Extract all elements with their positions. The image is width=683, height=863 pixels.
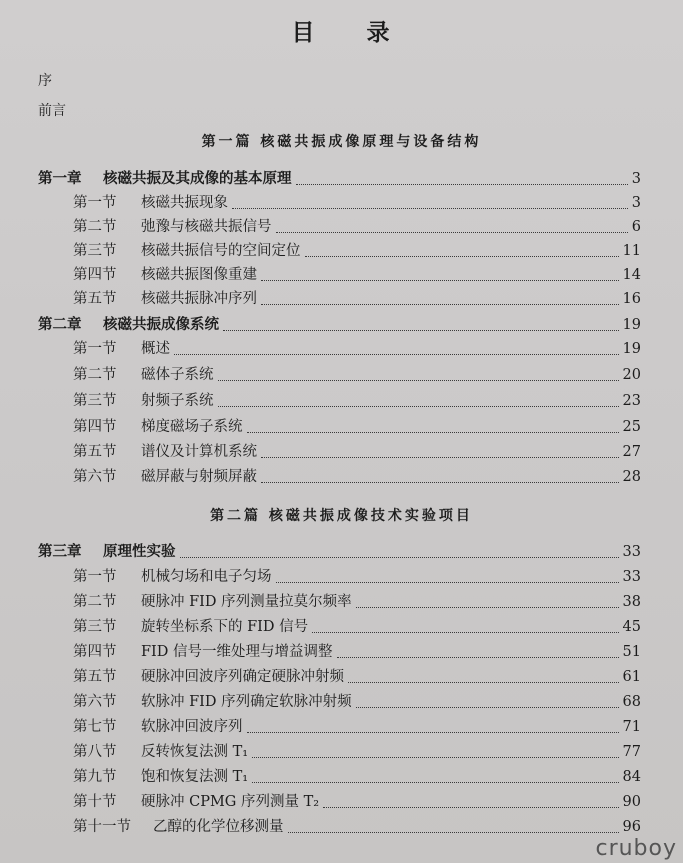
section-entry xyxy=(73,288,641,310)
chapter-label: 第三章 xyxy=(38,543,82,560)
section-title: 射频子系统 xyxy=(141,393,214,409)
preface-entry: 序 xyxy=(38,73,52,89)
dot-leader xyxy=(218,406,619,407)
page-number: 96 xyxy=(622,819,641,835)
chapter-label: 第一章 xyxy=(38,170,82,187)
section-title: 核磁共振现象 xyxy=(141,195,228,211)
page-number: 6 xyxy=(631,219,641,235)
section-label: 第八节 xyxy=(73,744,117,760)
dot-leader xyxy=(356,607,619,608)
section-entry xyxy=(73,240,641,262)
page-number: 14 xyxy=(622,267,641,283)
section-title: 软脉冲 FID 序列确定软脉冲射频 xyxy=(141,694,352,710)
section-title: 磁体子系统 xyxy=(141,367,214,383)
page-number: 27 xyxy=(622,444,641,460)
section-entry xyxy=(73,741,641,763)
dot-leader xyxy=(323,807,619,808)
section-entry xyxy=(73,766,641,788)
section-label: 第一节 xyxy=(73,569,117,585)
section-title: 梯度磁场子系统 xyxy=(141,419,243,435)
section-label: 第二节 xyxy=(73,594,117,610)
page-number: 19 xyxy=(622,317,641,333)
dot-leader xyxy=(337,657,619,658)
section-entry xyxy=(73,264,641,286)
dot-leader xyxy=(261,280,619,281)
dot-leader xyxy=(348,682,619,683)
chapter-entry xyxy=(38,541,641,563)
section-entry xyxy=(73,641,641,663)
section-entry xyxy=(73,591,641,613)
section-entry xyxy=(73,716,641,738)
page-number: 16 xyxy=(622,291,641,307)
section-entry xyxy=(73,364,641,386)
section-label: 第五节 xyxy=(73,291,117,307)
page-number: 11 xyxy=(622,243,641,259)
dot-leader xyxy=(276,232,628,233)
section-label: 第二节 xyxy=(73,367,117,383)
page-number: 68 xyxy=(622,694,641,710)
dot-leader xyxy=(261,304,619,305)
section-title: 核磁共振信号的空间定位 xyxy=(141,243,301,259)
section-title: 软脉冲回波序列 xyxy=(141,719,243,735)
page-number: 71 xyxy=(622,719,641,735)
section-label: 第五节 xyxy=(73,444,117,460)
page-number: 45 xyxy=(622,619,641,635)
chapter-entry xyxy=(38,314,641,336)
section-title: 硬脉冲回波序列确定硬脉冲射频 xyxy=(141,669,344,685)
section-label: 第五节 xyxy=(73,669,117,685)
dot-leader xyxy=(288,832,619,833)
page-number: 51 xyxy=(622,644,641,660)
part-1-heading: 第一篇 核磁共振成像原理与设备结构 xyxy=(201,134,482,150)
dot-leader xyxy=(276,582,619,583)
section-title: 硬脉冲 FID 序列测量拉莫尔频率 xyxy=(141,594,352,610)
page-number: 20 xyxy=(622,367,641,383)
section-entry xyxy=(73,691,641,713)
section-entry xyxy=(73,416,641,438)
section-label: 第四节 xyxy=(73,644,117,660)
dot-leader xyxy=(232,208,628,209)
section-label: 第四节 xyxy=(73,419,117,435)
section-title: 饱和恢复法测 T₁ xyxy=(141,769,249,785)
section-label: 第六节 xyxy=(73,694,117,710)
section-entry xyxy=(73,616,641,638)
page-number: 28 xyxy=(622,469,641,485)
section-entry xyxy=(73,566,641,588)
chapter-title: 核磁共振及其成像的基本原理 xyxy=(103,170,292,187)
section-entry xyxy=(73,816,641,838)
section-entry xyxy=(73,666,641,688)
dot-leader xyxy=(223,330,619,331)
page-number: 77 xyxy=(622,744,641,760)
section-title: 旋转坐标系下的 FID 信号 xyxy=(141,619,309,635)
foreword-entry: 前言 xyxy=(38,103,66,119)
dot-leader xyxy=(180,557,619,558)
section-label: 第七节 xyxy=(73,719,117,735)
dot-leader xyxy=(296,184,628,185)
section-title: 核磁共振脉冲序列 xyxy=(141,291,257,307)
section-entry xyxy=(73,466,641,488)
section-title: 机械匀场和电子匀场 xyxy=(141,569,272,585)
page-number: 3 xyxy=(631,171,641,187)
dot-leader xyxy=(252,757,619,758)
chapter-title: 核磁共振成像系统 xyxy=(103,316,219,333)
page-number: 3 xyxy=(631,195,641,211)
dot-leader xyxy=(305,256,619,257)
section-entry xyxy=(73,338,641,360)
page-number: 84 xyxy=(622,769,641,785)
section-entry xyxy=(73,390,641,412)
section-label: 第三节 xyxy=(73,619,117,635)
section-label: 第一节 xyxy=(73,341,117,357)
page-number: 25 xyxy=(622,419,641,435)
page-number: 33 xyxy=(622,569,641,585)
section-title: 磁屏蔽与射频屏蔽 xyxy=(141,469,257,485)
dot-leader xyxy=(247,732,619,733)
section-entry xyxy=(73,791,641,813)
chapter-title: 原理性实验 xyxy=(103,543,176,560)
section-entry xyxy=(73,216,641,238)
dot-leader xyxy=(356,707,619,708)
section-label: 第六节 xyxy=(73,469,117,485)
part-2-heading: 第二篇 核磁共振成像技术实验项目 xyxy=(210,508,473,524)
chapter-entry xyxy=(38,168,641,190)
section-label: 第九节 xyxy=(73,769,117,785)
dot-leader xyxy=(252,782,619,783)
section-label: 第二节 xyxy=(73,219,117,235)
section-title: 弛豫与核磁共振信号 xyxy=(141,219,272,235)
dot-leader xyxy=(312,632,619,633)
page-number: 61 xyxy=(622,669,641,685)
page-number: 38 xyxy=(622,594,641,610)
chapter-label: 第二章 xyxy=(38,316,82,333)
section-label: 第三节 xyxy=(73,243,117,259)
watermark: cruboy xyxy=(595,836,677,861)
dot-leader xyxy=(261,457,619,458)
page-number: 33 xyxy=(622,544,641,560)
section-title: 乙醇的化学位移测量 xyxy=(153,819,284,835)
dot-leader xyxy=(218,380,619,381)
section-label: 第十一节 xyxy=(73,819,131,835)
page-number: 19 xyxy=(622,341,641,357)
section-label: 第一节 xyxy=(73,195,117,211)
section-label: 第四节 xyxy=(73,267,117,283)
dot-leader xyxy=(247,432,619,433)
section-title: 硬脉冲 CPMG 序列测量 T₂ xyxy=(141,794,320,810)
section-title: FID 信号一维处理与增益调整 xyxy=(141,644,333,660)
section-label: 第十节 xyxy=(73,794,117,810)
dot-leader xyxy=(261,482,619,483)
page-number: 90 xyxy=(622,794,641,810)
page-number: 23 xyxy=(622,393,641,409)
dot-leader xyxy=(174,354,619,355)
section-title: 谱仪及计算机系统 xyxy=(141,444,257,460)
section-entry xyxy=(73,192,641,214)
section-title: 反转恢复法测 T₁ xyxy=(141,744,249,760)
section-label: 第三节 xyxy=(73,393,117,409)
toc-title: 目 录 xyxy=(291,19,392,46)
section-title: 核磁共振图像重建 xyxy=(141,267,257,283)
section-title: 概述 xyxy=(141,341,170,357)
section-entry xyxy=(73,441,641,463)
